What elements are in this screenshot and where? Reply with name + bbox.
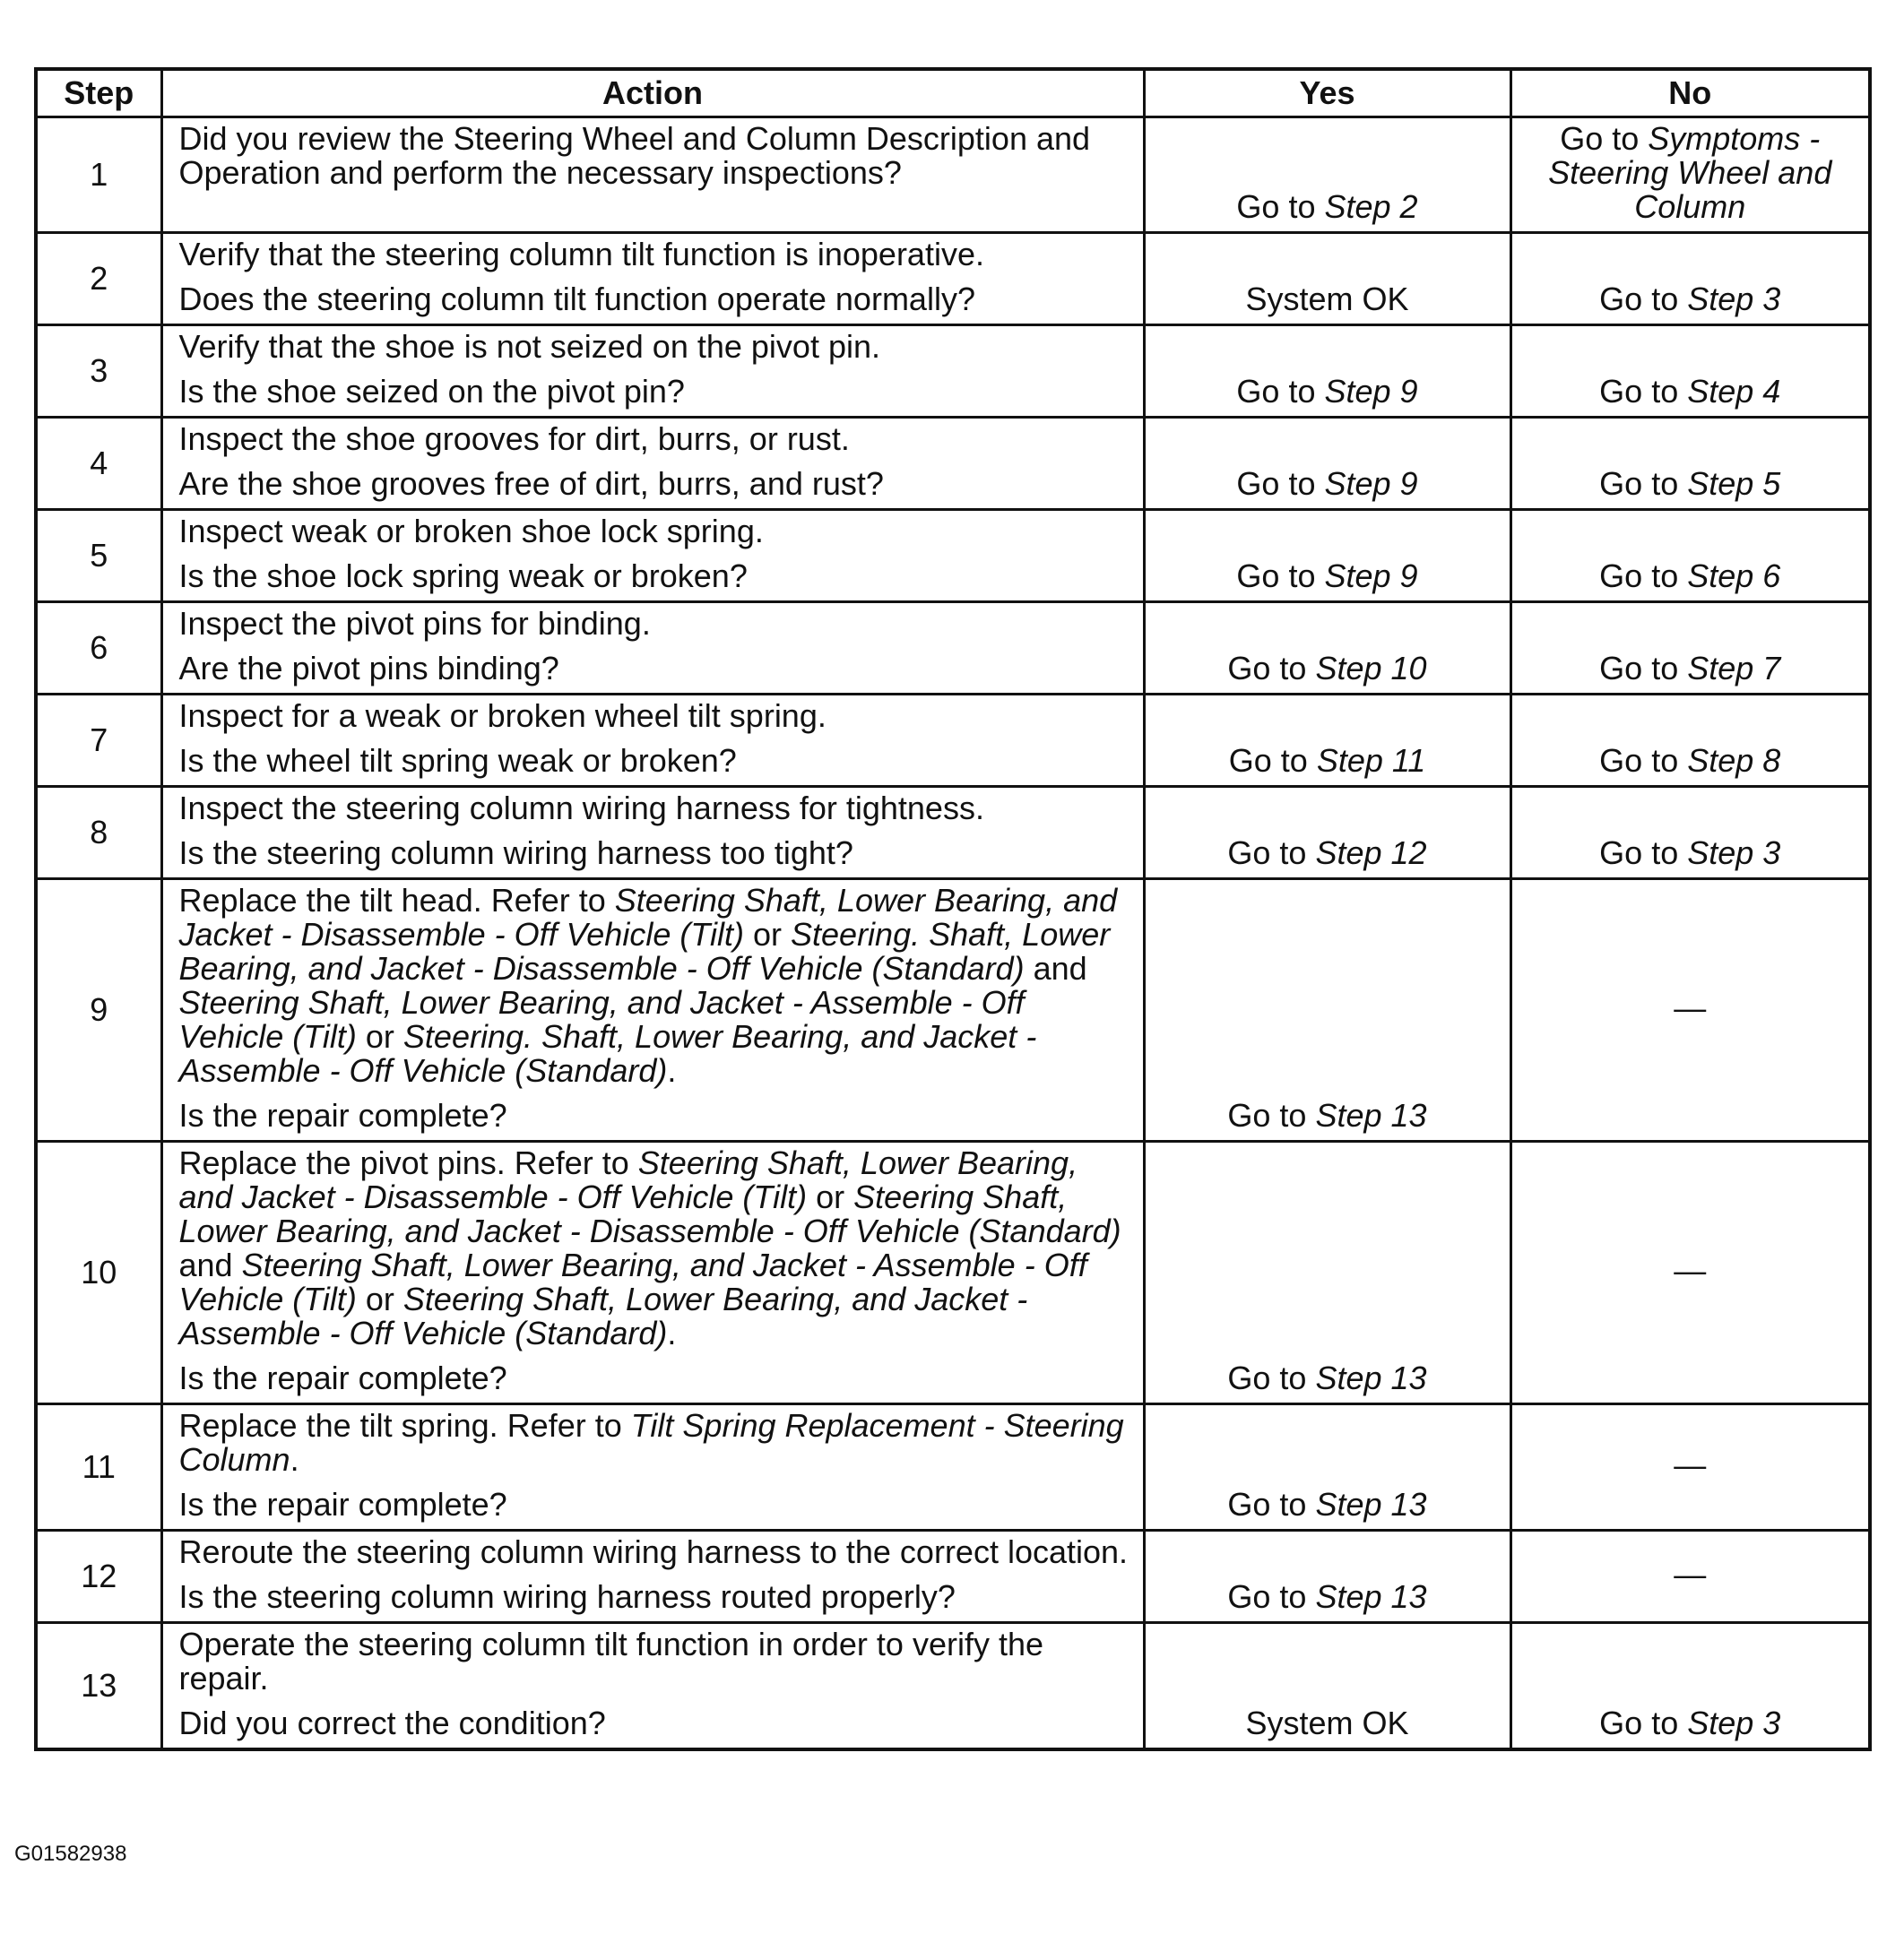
table-row <box>36 233 1870 325</box>
reference-text: Steering Shaft, Lower Bearing, and Jacket - Disassemble - Off Vehicle (Tilt) <box>178 1144 1078 1215</box>
text-run: Inspect the pivot pins for binding. <box>178 605 651 642</box>
no-outcome <box>1510 1142 1870 1404</box>
text-run: or <box>356 1018 403 1055</box>
action-text <box>161 233 1144 325</box>
action-instruction <box>179 1409 1132 1477</box>
figure-id: G01582938 <box>14 1842 127 1866</box>
text-run: or <box>807 1179 854 1215</box>
text-run: Verify that the shoe is not seized on the pivot pin. <box>178 328 880 365</box>
yes-outcome <box>1144 233 1510 325</box>
step-number: 2 <box>36 233 161 325</box>
text-run: Go to <box>1560 120 1649 157</box>
yes-outcome <box>1144 117 1510 233</box>
text-run: Go to <box>1599 1705 1688 1741</box>
text-run: Verify that the steering column tilt function is inoperative. <box>178 236 984 272</box>
text-run: Go to <box>1236 188 1325 225</box>
text-run: Go to <box>1599 650 1688 686</box>
text-run: or <box>356 1281 403 1317</box>
action-question <box>179 652 1132 686</box>
no-outcome <box>1510 1531 1870 1623</box>
action-instruction <box>179 514 1132 548</box>
action-instruction <box>179 699 1132 733</box>
no-outcome <box>1510 1404 1870 1531</box>
reference-text: Step 7 <box>1687 650 1781 686</box>
reference-text: Step 3 <box>1687 834 1781 871</box>
reference-text: Step 13 <box>1315 1360 1427 1396</box>
step-number: 13 <box>36 1623 161 1750</box>
reference-text: Step 10 <box>1315 650 1427 686</box>
action-text <box>161 325 1144 418</box>
text-run: Is the repair complete? <box>178 1486 507 1523</box>
text-run: Replace the pivot pins. Refer to <box>178 1144 638 1181</box>
yes-outcome <box>1144 879 1510 1142</box>
no-outcome <box>1510 879 1870 1142</box>
no-outcome <box>1510 1623 1870 1750</box>
action-text <box>161 117 1144 233</box>
reference-text: Step 8 <box>1687 742 1781 779</box>
text-run: or <box>744 916 792 953</box>
action-instruction <box>179 1146 1132 1351</box>
step-number: 8 <box>36 787 161 879</box>
action-text <box>161 1142 1144 1404</box>
text-run: . <box>667 1315 677 1351</box>
step-number: 5 <box>36 510 161 602</box>
action-question <box>179 1488 1132 1522</box>
text-run: Go to <box>1236 465 1325 502</box>
step-number: 9 <box>36 879 161 1142</box>
text-run: Go to <box>1228 742 1317 779</box>
text-run: System OK <box>1245 1705 1409 1741</box>
text-run: Are the pivot pins binding? <box>178 650 559 686</box>
text-run: Replace the tilt spring. Refer to <box>178 1407 631 1444</box>
yes-outcome <box>1144 787 1510 879</box>
text-run: Go to <box>1599 281 1688 317</box>
table-row <box>36 1623 1870 1750</box>
reference-text: Step 9 <box>1324 465 1418 502</box>
text-run: Is the wheel tilt spring weak or broken? <box>178 742 737 779</box>
text-run: Go to <box>1599 742 1688 779</box>
text-run: Is the steering column wiring harness routed properly? <box>178 1578 956 1615</box>
no-outcome <box>1510 418 1870 510</box>
text-run: Is the steering column wiring harness too tight? <box>178 834 853 871</box>
action-question <box>179 1580 1132 1614</box>
reference-text: Step 11 <box>1316 742 1426 779</box>
header-action: Action <box>161 69 1144 117</box>
action-question <box>179 1706 1132 1740</box>
text-run: and <box>178 1247 242 1283</box>
action-text <box>161 1531 1144 1623</box>
reference-text: Step 13 <box>1315 1486 1427 1523</box>
reference-text: Step 12 <box>1315 834 1427 871</box>
reference-text: Step 4 <box>1687 373 1781 410</box>
step-number: 12 <box>36 1531 161 1623</box>
reference-text: Step 9 <box>1324 557 1418 594</box>
text-run: and <box>1024 950 1087 987</box>
step-number: 6 <box>36 602 161 695</box>
header-no: No <box>1510 69 1870 117</box>
table-row <box>36 602 1870 695</box>
no-outcome <box>1510 510 1870 602</box>
header-row <box>36 69 1870 117</box>
action-text <box>161 418 1144 510</box>
text-run: Go to <box>1227 1097 1316 1134</box>
action-text <box>161 695 1144 787</box>
text-run: Go to <box>1227 1578 1316 1615</box>
action-question <box>179 467 1132 501</box>
action-instruction <box>179 1535 1132 1569</box>
reference-text: Steering Shaft, Lower Bearing, and Jacket - Disassemble - Off Vehicle (Tilt) <box>178 882 1118 953</box>
table-row <box>36 1142 1870 1404</box>
action-question <box>179 1361 1132 1395</box>
text-run: Is the repair complete? <box>178 1360 507 1396</box>
reference-text: Steering Shaft, Lower Bearing, and Jacket - Assemble - Off Vehicle (Standard) <box>178 1281 1028 1351</box>
yes-outcome <box>1144 325 1510 418</box>
yes-outcome <box>1144 1623 1510 1750</box>
text-run: Operate the steering column tilt function in order to verify the repair. <box>178 1626 1043 1697</box>
reference-text: Steering Shaft, Lower Bearing, and Jacket - Assemble - Off Vehicle (Tilt) <box>178 1247 1087 1317</box>
action-instruction <box>179 330 1132 364</box>
reference-text: Step 9 <box>1324 373 1418 410</box>
reference-text: Step 3 <box>1687 1705 1781 1741</box>
text-run: Inspect for a weak or broken wheel tilt spring. <box>178 697 827 734</box>
text-run: — <box>1674 1446 1707 1483</box>
step-number: 1 <box>36 117 161 233</box>
reference-text: Steering Shaft, Lower Bearing, and Jacket - Disassemble - Off Vehicle (Standard) <box>178 1179 1121 1249</box>
text-run: System OK <box>1245 281 1409 317</box>
reference-text: Tilt Spring Replacement - Steering Column <box>178 1407 1124 1478</box>
text-run: Go to <box>1236 373 1325 410</box>
table-row <box>36 1404 1870 1531</box>
step-number: 4 <box>36 418 161 510</box>
reference-text: Step 13 <box>1315 1578 1427 1615</box>
text-run: Go to <box>1227 834 1316 871</box>
yes-outcome <box>1144 602 1510 695</box>
action-instruction <box>179 237 1132 272</box>
header-step: Step <box>36 69 161 117</box>
text-run: . <box>667 1052 677 1089</box>
text-run: Replace the tilt head. Refer to <box>178 882 615 919</box>
action-text <box>161 1404 1144 1531</box>
yes-outcome <box>1144 1142 1510 1404</box>
reference-text: Symptoms - Steering Wheel and Column <box>1548 120 1832 225</box>
action-text <box>161 602 1144 695</box>
yes-outcome <box>1144 510 1510 602</box>
text-run: — <box>1674 1556 1707 1593</box>
text-run: Go to <box>1599 557 1688 594</box>
text-run: Is the shoe seized on the pivot pin? <box>178 373 685 410</box>
reference-text: Step 6 <box>1687 557 1781 594</box>
header-yes: Yes <box>1144 69 1510 117</box>
text-run: Is the shoe lock spring weak or broken? <box>178 557 748 594</box>
action-instruction <box>179 791 1132 825</box>
reference-text: Step 2 <box>1324 188 1418 225</box>
action-question <box>179 1099 1132 1133</box>
text-run: Go to <box>1599 465 1688 502</box>
table-row <box>36 1531 1870 1623</box>
table-row <box>36 510 1870 602</box>
text-run: Go to <box>1236 557 1325 594</box>
action-instruction <box>179 607 1132 641</box>
step-number: 10 <box>36 1142 161 1404</box>
no-outcome <box>1510 233 1870 325</box>
text-run: Did you review the Steering Wheel and Column Description and Operation and perform the necessary inspections? <box>178 120 1091 191</box>
action-instruction <box>179 1627 1132 1696</box>
diagnostic-table <box>34 67 1872 1751</box>
table-row <box>36 787 1870 879</box>
text-run: Go to <box>1599 373 1688 410</box>
text-run: Inspect weak or broken shoe lock spring. <box>178 513 764 549</box>
action-instruction <box>179 422 1132 456</box>
table-row <box>36 325 1870 418</box>
no-outcome <box>1510 787 1870 879</box>
text-run: Inspect the steering column wiring harness for tightness. <box>178 790 984 826</box>
action-question <box>179 375 1132 409</box>
no-outcome <box>1510 602 1870 695</box>
reference-text: Steering Shaft, Lower Bearing, and Jacket - Assemble - Off Vehicle (Tilt) <box>178 984 1025 1055</box>
step-number: 7 <box>36 695 161 787</box>
action-instruction <box>179 884 1132 1088</box>
text-run: Inspect the shoe grooves for dirt, burrs, or rust. <box>178 420 850 457</box>
text-run: Go to <box>1599 834 1688 871</box>
text-run: Go to <box>1227 650 1316 686</box>
text-run: — <box>1674 1252 1707 1289</box>
text-run: Go to <box>1227 1486 1316 1523</box>
text-run: Did you correct the condition? <box>178 1705 606 1741</box>
table-row <box>36 695 1870 787</box>
no-outcome <box>1510 695 1870 787</box>
yes-outcome <box>1144 695 1510 787</box>
reference-text: Step 13 <box>1315 1097 1427 1134</box>
table-body <box>36 117 1870 1750</box>
yes-outcome <box>1144 418 1510 510</box>
text-run: Does the steering column tilt function operate normally? <box>178 281 975 317</box>
text-run: — <box>1674 989 1707 1026</box>
table-row <box>36 418 1870 510</box>
action-question <box>179 744 1132 778</box>
table-row <box>36 879 1870 1142</box>
action-text <box>161 879 1144 1142</box>
table-row <box>36 117 1870 233</box>
no-outcome <box>1510 325 1870 418</box>
action-question <box>179 282 1132 316</box>
text-run: . <box>290 1441 299 1478</box>
action-text <box>161 510 1144 602</box>
step-number: 3 <box>36 325 161 418</box>
action-text <box>161 787 1144 879</box>
text-run: Reroute the steering column wiring harness to the correct location. <box>178 1533 1129 1570</box>
reference-text: Step 3 <box>1687 281 1781 317</box>
action-text <box>161 1623 1144 1750</box>
reference-text: Steering. Shaft, Lower Bearing, and Jacket - Assemble - Off Vehicle (Standard) <box>178 1018 1037 1089</box>
step-number: 11 <box>36 1404 161 1531</box>
text-run: Are the shoe grooves free of dirt, burrs, and rust? <box>178 465 884 502</box>
text-run: Is the repair complete? <box>178 1097 507 1134</box>
action-instruction <box>179 122 1132 190</box>
yes-outcome <box>1144 1531 1510 1623</box>
reference-text: Steering. Shaft, Lower Bearing, and Jacket - Disassemble - Off Vehicle (Standard) <box>178 916 1111 987</box>
action-question <box>179 559 1132 593</box>
yes-outcome <box>1144 1404 1510 1531</box>
text-run: Go to <box>1227 1360 1316 1396</box>
reference-text: Step 5 <box>1687 465 1781 502</box>
action-question <box>179 836 1132 870</box>
no-outcome <box>1510 117 1870 233</box>
